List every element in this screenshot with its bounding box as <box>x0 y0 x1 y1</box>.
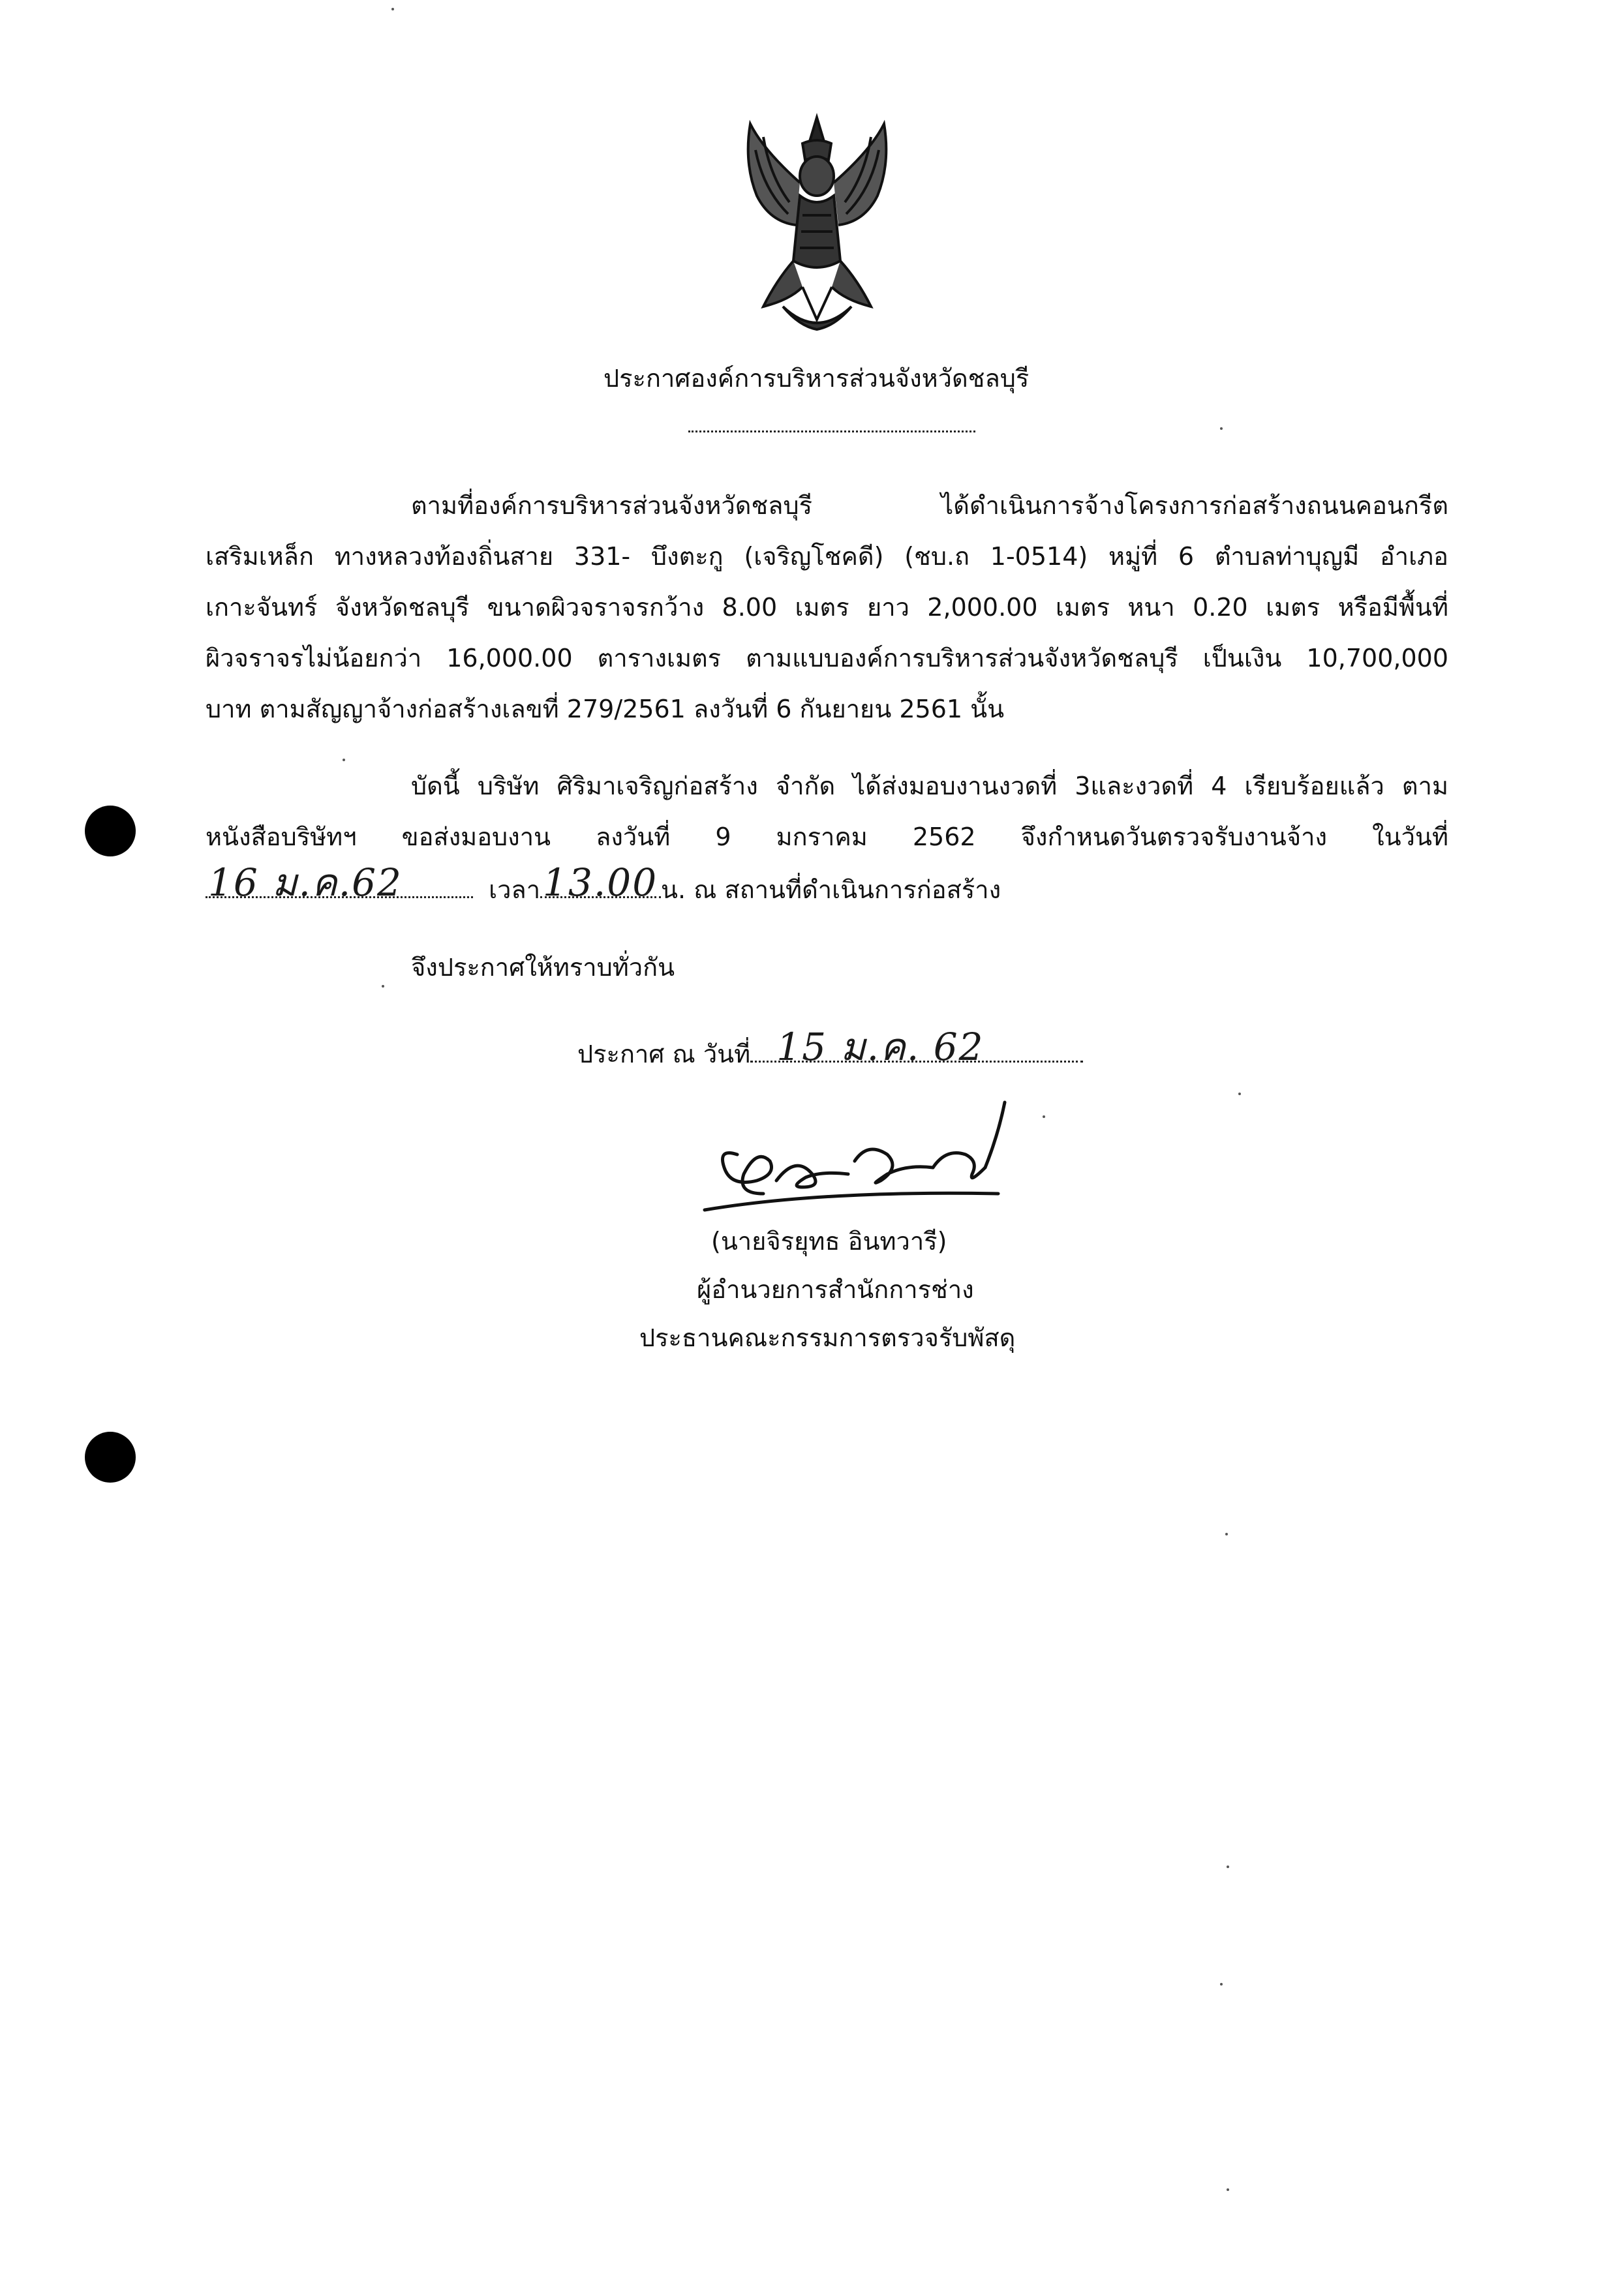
signature <box>692 1096 1031 1226</box>
scan-speck <box>1225 1533 1228 1535</box>
dated-line <box>577 1025 1083 1070</box>
scan-speck <box>382 985 384 988</box>
scan-speck <box>1043 1115 1045 1118</box>
scan-speck <box>1227 1865 1229 1868</box>
signatory-position-1: ผู้อำนวยการสำนักการช่าง <box>697 1275 974 1304</box>
paragraph-project-line-3: เกาะจันทร์ จังหวัดชลบุรี ขนาดผิวจราจรกว้าง 8.00 เมตร ยาว 2,000.00 เมตร หนา 0.20 เมตร หรือมีพื้นที่ <box>206 593 1448 622</box>
punch-hole-top <box>85 806 136 856</box>
announcement-text: จึงประกาศให้ทราบทั่วกัน <box>411 953 675 982</box>
signatory-position-2: ประธานคณะกรรมการตรวจรับพัสดุ <box>639 1323 1016 1352</box>
paragraph-delivery-line-1: บัดนี้ บริษัท ศิริมาเจริญก่อสร้าง จำกัด ได้ส่งมอบงานงวดที่ 3และงวดที่ 4 เรียบร้อยแล้ว ตาม <box>411 772 1448 800</box>
time-label: เวลา <box>489 875 541 904</box>
scan-speck <box>391 8 394 10</box>
paragraph-project-line-5: บาท ตามสัญญาจ้างก่อสร้างเลขที่ 279/2561 ลงวันที่ 6 กันยายน 2561 นั้น <box>206 695 1005 723</box>
inspection-time-handwritten: 13.00 <box>543 860 658 905</box>
paragraph-project-line-2: เสริมเหล็ก ทางหลวงท้องถิ่นสาย 331- บึงตะกู (เจริญโชคดี) (ชบ.ถ 1-0514) หมู่ที่ 6 ตำบลท่าบุญมี อำเภอ <box>206 542 1448 571</box>
punch-hole-bottom <box>85 1432 136 1483</box>
scan-speck <box>1227 2188 1229 2191</box>
inspection-time-field <box>540 860 661 905</box>
inspection-location-text: น. ณ สถานที่ดำเนินการก่อสร้าง <box>661 875 1001 904</box>
dated-handwritten: 15 ม.ค. 62 <box>776 1025 985 1069</box>
scan-speck <box>1220 427 1223 430</box>
inspection-date-field <box>206 860 473 905</box>
page-title: ประกาศองค์การบริหารส่วนจังหวัดชลบุรี <box>603 364 1030 393</box>
paragraph-delivery-line-2: หนังสือบริษัทฯ ขอส่งมอบงาน ลงวันที่ 9 มกราคม 2562 จึงกำหนดวันตรวจรับงานจ้าง ในวันที่ <box>206 823 1448 851</box>
paragraph-project-line-4: ผิวจราจรไม่น้อยกว่า 16,000.00 ตารางเมตร ตามแบบองค์การบริหารส่วนจังหวัดชลบุรี เป็นเงิน 10,700,000 <box>206 644 1448 672</box>
dated-label: ประกาศ ณ วันที่ <box>577 1040 751 1068</box>
scan-speck <box>343 759 345 761</box>
inspection-date-handwritten: 16 ม.ค.62 <box>208 860 403 905</box>
scan-speck <box>1238 1093 1241 1095</box>
paragraph-project-line-1: ตามที่องค์การบริหารส่วนจังหวัดชลบุรี ได้ดำเนินการจ้างโครงการก่อสร้างถนนคอนกรีต <box>411 491 1448 520</box>
paragraph-delivery-line-3 <box>206 860 1001 906</box>
scan-speck <box>1220 1983 1223 1986</box>
title-dotted-divider <box>688 430 975 432</box>
garuda-emblem-icon <box>737 111 897 339</box>
signatory-name: (นายจิรยุทธ อินทวารี) <box>711 1227 947 1256</box>
dated-field <box>750 1025 1083 1069</box>
